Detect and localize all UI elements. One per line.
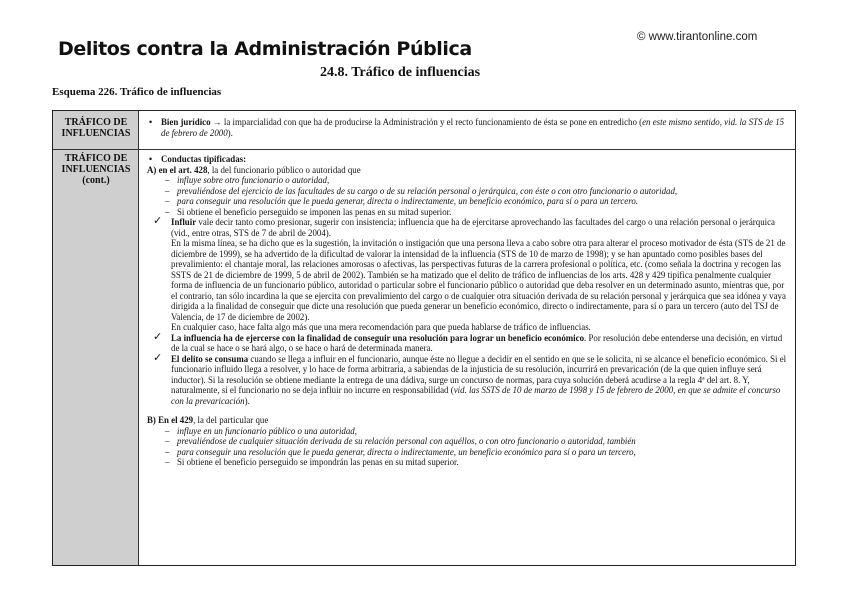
dash-icon: –	[165, 185, 170, 196]
dash-icon: –	[165, 425, 170, 436]
finalidad-label: La influencia ha de ejercerse con la finalidad de conseguir una resolución para lograr un beneficio económico	[171, 332, 585, 343]
copyright-notice: © www.tirantonline.com	[637, 31, 758, 43]
influir-conclusion: En cualquier caso, hace falta algo más que una mera recomendación para que pueda hablarse de tráfico de influencias.	[171, 322, 591, 332]
art429-item-2	[147, 436, 789, 447]
bien-juridico-ref: en este mismo sentido, vid. la STS de 15 de febrero de 2000	[161, 117, 785, 138]
art428-item-3-text: para conseguir una resolución que le pueda generar, directa o indirectamente, un beneficio económico, para sí o para un tercero.	[177, 196, 638, 206]
art428-intro	[59, 165, 789, 176]
art429-text: , la del particular que	[193, 415, 269, 425]
dash-icon: –	[165, 206, 170, 217]
content-table	[52, 110, 796, 566]
check-icon: ✓	[153, 214, 163, 227]
art429-item-4	[147, 457, 789, 468]
dash-icon: –	[165, 175, 170, 185]
section-title: 24.8. Tráfico de influencias	[320, 65, 481, 80]
check-icon: ✓	[153, 329, 163, 343]
spacer	[147, 406, 789, 415]
page-title: Delitos contra la Administración Pública	[58, 38, 472, 60]
bien-juridico-text: la imparcialidad con que ha de producirse la Administración y el recto funcionamiento de ésta se pone en entredicho (	[221, 117, 643, 127]
art429-item-3-text: para conseguir una resolución que le pueda generar, directa o indirectamente, un beneficio económico para sí o para un tercero,	[177, 446, 636, 457]
row1-label-line2: INFLUENCIAS	[61, 128, 131, 139]
art429-item-2-text: prevaliéndose de cualquier situación derivada de su relación personal con aquéllos, o con otro funcionario o autoridad, también	[177, 436, 636, 446]
row1-content	[147, 117, 789, 138]
conductas-heading	[147, 154, 789, 165]
bien-juridico-close: ).	[227, 127, 233, 138]
art428-item-4-text: Si obtiene el beneficio perseguido se imponen las penas en su mitad superior.	[177, 206, 452, 217]
influir-label: Influir	[171, 217, 197, 227]
art429-item-3	[147, 447, 789, 458]
influir-paragraph: En la misma línea, se ha dicho que es la sugestión, la invitación o instigación que una persona lleva a cabo sobre otra para alterar el proceso motivador de ésta (STS de 21 de diciembre de 1999), se ha advertido de la dificultad de valorar la intensidad de la influencia (STS de 10 de marzo de 1998); y se han apuntado como posibles bases del prevalimiento: el chantaje moral, las relaciones amorosas o afectivas, las perspectivas futuras de la carrera profesional o política, etc. (como señala la doctrina y recogen las SSTS de 21 de diciembre de 1999, 5 de abril de 2002). También se ha matizado que el delito de tráfico de influencias de los arts. 428 y 429 tipifica penalmente cualquier forma de influencia de un funcionario público, autoridad o particular sobre el funcionario público o autoridad que deba resolver en un determinado asunto, mientras que, por el contrario, tan sólo incardina la que se ejercita con prevalimiento del cargo o de cualquier otra situación derivada de su relación personal y jerárquica que sea idónea y vaya dirigida a la finalidad de conseguir que dicte una resolución que pueda generar un beneficio económico, directo o indirectamente, para sí o para un tercero (auto del TSJ de Valencia, de 17 de diciembre de 2002).	[171, 238, 786, 322]
finalidad-text: . Por resolución debe entenderse una decisión, en virtud de la cual se hace o se hará algo, o se hace o hará de determinada manera.	[171, 332, 783, 353]
influir-item	[147, 214, 789, 238]
dash-icon: –	[165, 436, 170, 446]
schema-title: Esquema 226. Tráfico de influencias	[52, 86, 222, 98]
check-icon: ✓	[153, 350, 163, 364]
art428-item-2-text: prevaliéndose del ejercicio de las facultades de su cargo o de su relación personal o jerárquica, con éste o con otro funcionario o autoridad,	[177, 185, 678, 196]
art429-item-1	[147, 426, 789, 437]
bullet-icon: •	[149, 117, 153, 127]
art428-item-1-text: influye sobre otro funcionario o autoridad,	[177, 175, 330, 185]
row2-content	[147, 154, 789, 468]
row-divider	[53, 149, 795, 150]
consuma-ref: vid. las SSTS de 10 de marzo de 1998 y 15 de febrero de 2000, en que se admite el concurso con la prevaricación	[171, 385, 781, 406]
dash-icon: –	[165, 457, 170, 467]
row2-label-line2: INFLUENCIAS	[61, 164, 131, 175]
consuma-text: cuando se llega a influir en el funcionario, aunque éste no llegue a decidir en el sentido en que se le solicita, ni se alcance el beneficio económico. Si el funcionario influido llega a resolver, y lo hace de forma arbitraria, a sabiendas de la injusticia de su resolución, incurrirá en prevaricación (de la que quien influye será inductor). Si la resolución se obtiene mediante la entrega de una dádiva, surge un concurso de normas, para cuya solución deberá acudirse a la regla 4ª del art. 8. Y, naturalmente, si el funcionario no se deja influir no incurre en responsabilidad (	[171, 353, 787, 395]
row2-label-line3: (cont.)	[82, 175, 110, 186]
art428-item-1	[147, 175, 789, 186]
art428-label: A) en el art. 428	[147, 164, 208, 175]
row1-label-line1: TRÁFICO DE	[64, 117, 128, 128]
art429-item-4-text: Si obtiene el beneficio perseguido se impondrán las penas en su mitad superior.	[177, 457, 459, 467]
consuma-close: ).	[244, 395, 250, 406]
art429-item-1-text: influye en un funcionario público o una autoridad,	[177, 425, 357, 436]
arrow-icon: →	[212, 117, 222, 127]
art428-item-2	[147, 186, 789, 197]
conductas-label: Conductas tipificadas:	[161, 154, 247, 164]
influir-text: vale decir tanto como presionar, sugerir con insistencia; influencia que ha de ejercitarse aprovechando las facultades del cargo o una relación personal o jerárquica (vid., entre otras, STS de 7 de abril de 2004).	[171, 217, 775, 238]
finalidad-item	[147, 329, 789, 354]
bien-juridico-item	[147, 117, 789, 138]
art428-text: , la del funcionario público o autoridad que	[207, 164, 361, 175]
bullet-icon: •	[149, 154, 153, 164]
row1-label	[53, 117, 139, 139]
art428-item-3	[147, 196, 789, 207]
art428-item-4	[147, 207, 789, 218]
consuma-item	[147, 350, 789, 407]
art429-intro	[59, 415, 789, 426]
dash-icon: –	[165, 446, 170, 457]
dash-icon: –	[165, 196, 170, 206]
consuma-label: El delito se consuma	[171, 353, 249, 364]
bien-juridico-label: Bien jurídico	[161, 117, 211, 127]
row2-label-line1: TRÁFICO DE	[64, 153, 128, 164]
art429-label: B) En el 429	[147, 415, 194, 425]
